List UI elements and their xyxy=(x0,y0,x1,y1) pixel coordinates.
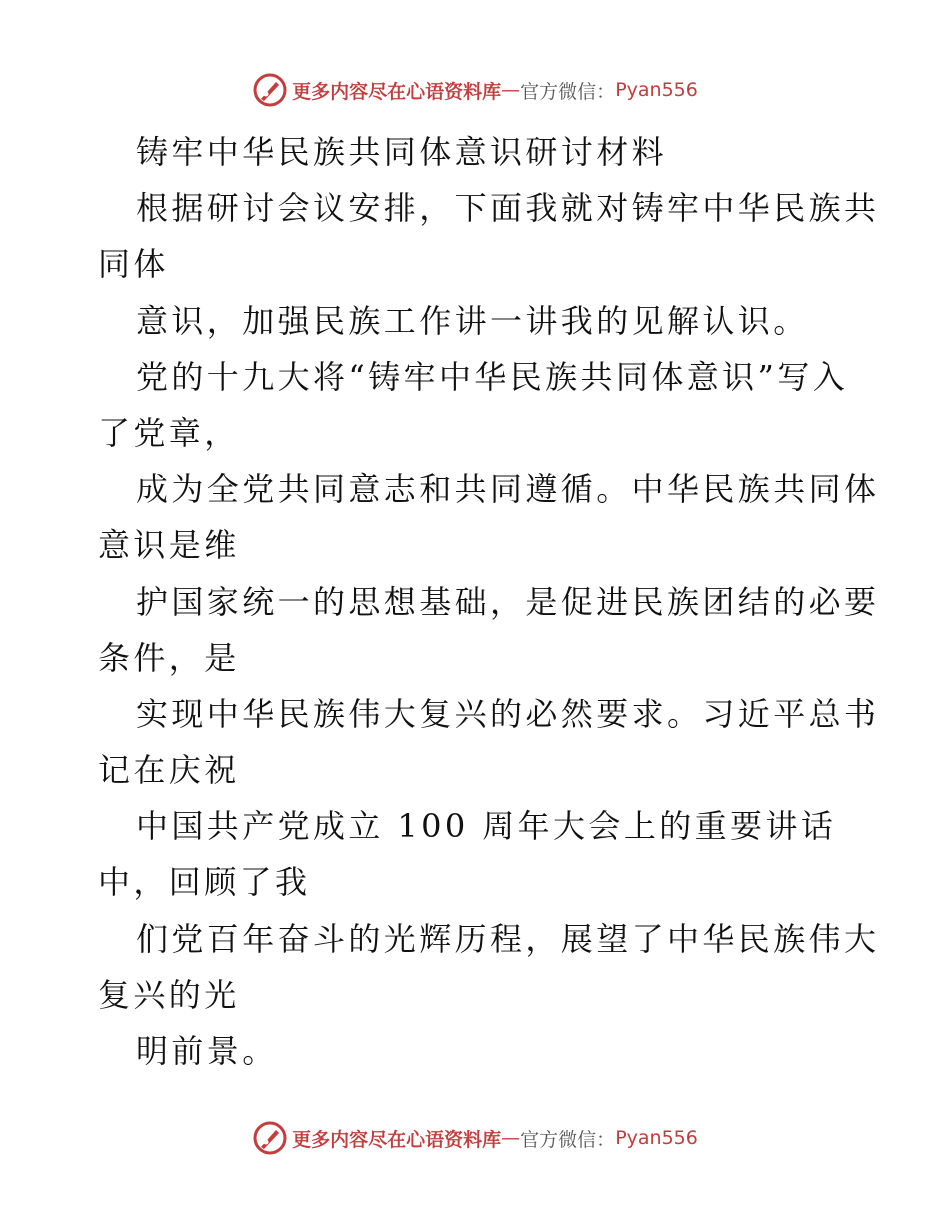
text-line: 成为全党共同意志和共同遵循。中华民族共同体 xyxy=(136,470,880,509)
document-body xyxy=(98,124,880,1079)
text-line: 中，回顾了我 xyxy=(98,863,311,902)
text-line: 党的十九大将“铸牢中华民族共同体意识”写入 xyxy=(136,357,849,396)
watermark-wechat-label: 官方微信： xyxy=(520,80,616,103)
watermark-dash: — xyxy=(501,1127,521,1149)
text-line: 明前景。 xyxy=(136,1032,278,1070)
pen-logo-icon xyxy=(252,1120,288,1156)
text-line: 了党章， xyxy=(98,413,240,452)
text-line: 条件，是 xyxy=(98,638,240,677)
watermark-main-text: 更多内容尽在心语资料库 xyxy=(292,1128,502,1151)
text-line: 们党百年奋斗的光辉历程，展望了中华民族伟大 xyxy=(136,919,880,958)
watermark-wechat-label: 官方微信： xyxy=(520,1128,616,1151)
text-line: 护国家统一的思想基础，是促进民族团结的必要 xyxy=(136,582,880,621)
text-line: 中国共产党成立 100 周年大会上的重要讲话 xyxy=(136,807,837,846)
watermark-wechat-id: Pyan556 xyxy=(615,1127,698,1149)
watermark-main-text: 更多内容尽在心语资料库 xyxy=(292,80,502,103)
text-line: 铸牢中华民族共同体意识研讨材料 xyxy=(136,133,668,171)
watermark-dash: — xyxy=(501,79,521,101)
text-line: 意识，加强民族工作讲一讲我的见解认识。 xyxy=(136,301,809,340)
footer-watermark xyxy=(0,1118,950,1158)
pen-logo-icon xyxy=(252,72,288,108)
text-line: 同体 xyxy=(98,245,169,284)
text-line: 记在庆祝 xyxy=(98,751,240,790)
watermark-wechat-id: Pyan556 xyxy=(615,79,698,101)
text-line: 复兴的光 xyxy=(98,975,240,1014)
text-line: 意识是维 xyxy=(98,526,240,565)
header-watermark xyxy=(0,70,950,110)
text-line: 根据研讨会议安排，下面我就对铸牢中华民族共 xyxy=(136,189,880,228)
text-line: 实现中华民族伟大复兴的必然要求。习近平总书 xyxy=(136,694,880,733)
